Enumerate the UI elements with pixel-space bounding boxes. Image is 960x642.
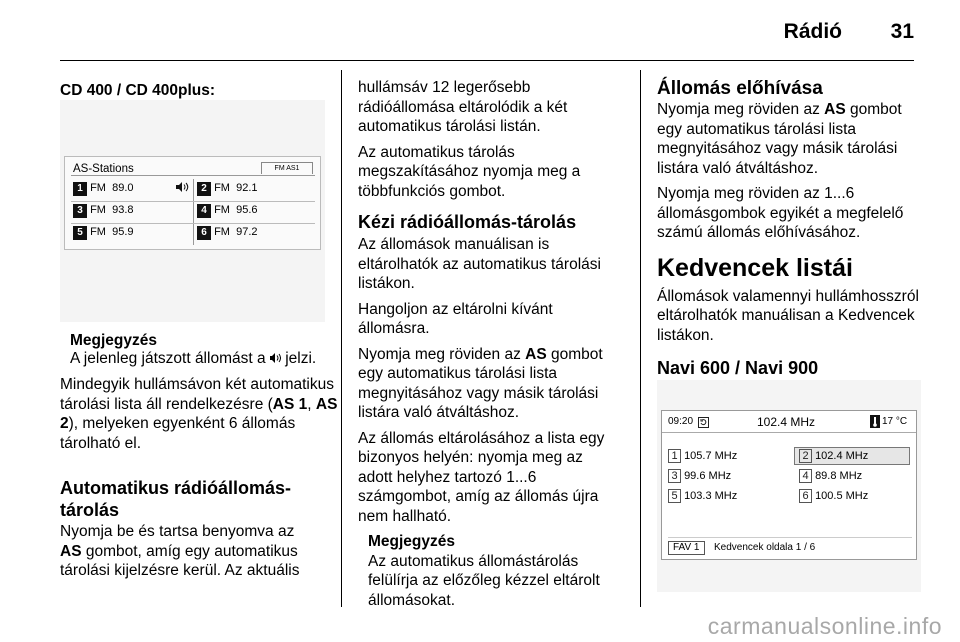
note-text: Az automatikus állomástárolás felülírja az előzőleg kézzel eltárolt állomásokat. (368, 552, 600, 609)
heading-auto-store: Automatikus rádióállomás-tárolás (60, 478, 292, 520)
favourite-item[interactable]: 1 105.7 MHz (668, 449, 737, 463)
heading-manual-store: Kézi rádióállomás-tárolás (358, 212, 577, 232)
note-text: A jelenleg játszott állomást a jelzi. (70, 349, 340, 370)
favourite-item-selected[interactable]: 2 102.4 MHz (794, 447, 910, 465)
sync-icon (698, 415, 709, 433)
as-stations-screen (64, 156, 321, 250)
note-title: Megjegyzés (70, 332, 158, 349)
temperature: 17 °C (882, 416, 908, 427)
status-bar (662, 411, 916, 433)
page-number: 31 (890, 20, 914, 43)
navi-favourites-screen (661, 410, 917, 560)
model-heading-cd400: CD 400 / CD 400plus: (60, 82, 216, 99)
heading-recall: Állomás előhívása (657, 78, 823, 99)
fav-list-button[interactable]: FAV 1 (668, 541, 705, 555)
paragraph: Az állomások manuálisan is eltárolhatók az automatikus tárolási listákon. (358, 236, 601, 292)
paragraph: hullámsáv 12 legerősebb rádióállomása eltárolódik a két automatikus tárolási listán. (358, 79, 568, 135)
station-item[interactable]: 1 FM 89.0 (73, 182, 134, 196)
paragraph: Hangoljon az eltárolni kívánt állomásra. (358, 300, 553, 337)
watermark: carmanualsonline.info (707, 613, 942, 639)
favourites-page-label: Kedvencek oldala 1 / 6 (714, 542, 816, 553)
column-3 (657, 78, 921, 379)
station-item[interactable]: 3 FM 93.8 (73, 204, 134, 218)
paragraph-as-lists: Mindegyik hullámsávon két automatikus tárolási lista áll rendelkezésre (AS 1, AS 2), melyeken egyenként 6 állomás tárolható el. (60, 376, 338, 452)
speaker-icon (175, 181, 189, 196)
speaker-icon (270, 350, 281, 370)
thermometer-icon (870, 415, 880, 433)
screen-tab: FM AS1 (261, 162, 313, 174)
page-header-title: Rádió (783, 20, 842, 43)
favourites-footer (668, 537, 912, 555)
station-item[interactable]: 2 FM 92.1 (197, 182, 258, 196)
cd400-screen-figure (60, 100, 325, 322)
header-rule (60, 60, 914, 61)
note-block (358, 532, 620, 610)
screen-title: AS-Stations (73, 163, 134, 175)
favourite-item[interactable]: 5 103.3 MHz (668, 489, 737, 503)
station-item[interactable]: 4 FM 95.6 (197, 204, 258, 218)
station-grid (71, 179, 315, 245)
navi-screen-figure (657, 380, 921, 592)
favourite-item[interactable]: 6 100.5 MHz (799, 489, 868, 503)
station-item[interactable]: 5 FM 95.9 (73, 226, 134, 240)
column-divider-1 (341, 70, 342, 607)
paragraph: Állomások valamennyi hullámhosszról eltárolhatók manuálisan a Kedvencek listákon. (657, 287, 919, 344)
paragraph-auto-store: Nyomja be és tartsa benyomva az AS gombot, amíg egy automatikus tárolási kijelzésre kerül. Az aktuális (60, 523, 300, 579)
clock: 09:20 (668, 416, 694, 427)
paragraph: Nyomja meg röviden az 1...6 állomásgombok egyikét a megfelelő számú állomás előhívásához. (657, 185, 904, 241)
current-frequency: 102.4 MHz (757, 415, 816, 429)
paragraph: Az állomás eltárolásához a lista egy bizonyos helyén: nyomja meg az adott helyhez tartozó 1...6 számgombot, amíg az állomás újra nem hallható. (358, 429, 605, 525)
favourite-item[interactable]: 4 89.8 MHz (799, 469, 862, 483)
model-heading-navi: Navi 600 / Navi 900 (657, 358, 819, 378)
favourite-item[interactable]: 3 99.6 MHz (668, 469, 731, 483)
paragraph: Az automatikus tárolás megszakításához nyomja meg a többfunkciós gombot. (358, 143, 581, 200)
note-title: Megjegyzés (368, 533, 456, 550)
paragraph: Nyomja meg röviden az AS gombot egy automatikus tárolási lista megnyitásához vagy másik tárolási listára való átváltáshoz. (358, 345, 603, 421)
paragraph: Nyomja meg röviden az AS gombot egy automatikus tárolási lista megnyitásához vagy másik tárolási listára való átváltáshoz. (657, 101, 902, 177)
column-2 (358, 78, 620, 610)
column-divider-2 (640, 70, 641, 607)
heading-favourites: Kedvencek listái (657, 253, 853, 282)
station-item[interactable]: 6 FM 97.2 (197, 226, 258, 240)
